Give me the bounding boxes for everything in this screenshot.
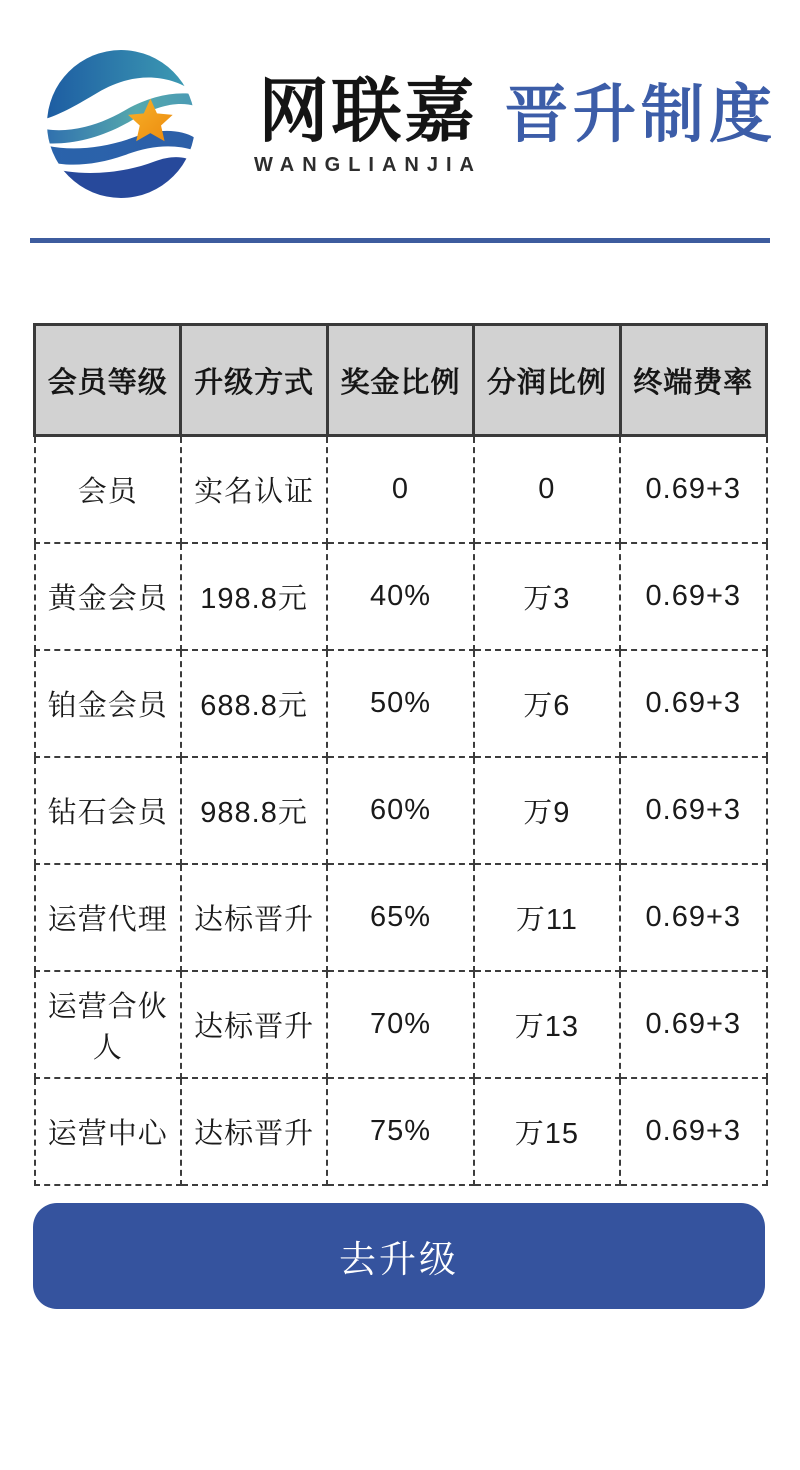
table-header-row (35, 325, 767, 436)
cell-upgrade-method: 198.8元 (181, 543, 327, 650)
cell-level: 铂金会员 (35, 650, 181, 757)
cell-profit-share: 万3 (474, 543, 620, 650)
cell-profit-share: 万15 (474, 1078, 620, 1185)
cell-level: 黄金会员 (35, 543, 181, 650)
go-upgrade-button[interactable]: 去升级 (33, 1203, 765, 1309)
cell-terminal-rate: 0.69+3 (620, 864, 766, 971)
table-row (35, 650, 767, 757)
cell-upgrade-method: 实名认证 (181, 436, 327, 544)
cell-profit-share: 万13 (474, 971, 620, 1078)
cell-bonus-ratio: 50% (327, 650, 473, 757)
membership-table (33, 323, 768, 1186)
table-row (35, 1078, 767, 1185)
cell-upgrade-method: 988.8元 (181, 757, 327, 864)
col-header-level: 会员等级 (35, 325, 181, 436)
cell-upgrade-method: 达标晋升 (181, 864, 327, 971)
brand-logo-icon (45, 48, 197, 200)
cell-level: 会员 (35, 436, 181, 544)
cell-terminal-rate: 0.69+3 (620, 1078, 766, 1185)
cell-bonus-ratio: 65% (327, 864, 473, 971)
cell-terminal-rate: 0.69+3 (620, 436, 766, 544)
table-row (35, 543, 767, 650)
cell-upgrade-method: 688.8元 (181, 650, 327, 757)
brand-name-en: WANGLIANJIA (254, 154, 482, 176)
brand-name-cn: 网联嘉 (258, 72, 478, 150)
cell-bonus-ratio: 60% (327, 757, 473, 864)
cell-level: 钻石会员 (35, 757, 181, 864)
page-title: 晋升制度 (505, 80, 777, 150)
cell-upgrade-method: 达标晋升 (181, 971, 327, 1078)
table-row (35, 757, 767, 864)
cell-bonus-ratio: 0 (327, 436, 473, 544)
col-header-upgrade-method: 升级方式 (181, 325, 327, 436)
table-row (35, 864, 767, 971)
table-row (35, 436, 767, 544)
cell-level: 运营代理 (35, 864, 181, 971)
cell-level: 运营中心 (35, 1078, 181, 1185)
cell-bonus-ratio: 40% (327, 543, 473, 650)
cell-profit-share: 0 (474, 436, 620, 544)
cell-terminal-rate: 0.69+3 (620, 757, 766, 864)
header-divider (30, 238, 770, 243)
cell-terminal-rate: 0.69+3 (620, 543, 766, 650)
brand-block (238, 72, 498, 177)
cell-profit-share: 万6 (474, 650, 620, 757)
cell-bonus-ratio: 75% (327, 1078, 473, 1185)
cell-upgrade-method: 达标晋升 (181, 1078, 327, 1185)
col-header-terminal-rate: 终端费率 (620, 325, 766, 436)
col-header-profit-share: 分润比例 (474, 325, 620, 436)
cell-profit-share: 万9 (474, 757, 620, 864)
cell-profit-share: 万11 (474, 864, 620, 971)
cell-level: 运营合伙人 (35, 971, 181, 1078)
table-row (35, 971, 767, 1078)
col-header-bonus-ratio: 奖金比例 (327, 325, 473, 436)
cell-bonus-ratio: 70% (327, 971, 473, 1078)
cell-terminal-rate: 0.69+3 (620, 971, 766, 1078)
cell-terminal-rate: 0.69+3 (620, 650, 766, 757)
